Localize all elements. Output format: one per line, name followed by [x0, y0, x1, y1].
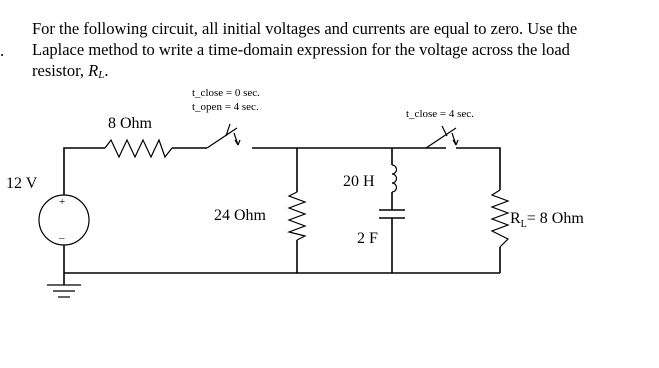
load-resistor [492, 190, 508, 247]
capacitor [379, 210, 405, 218]
inductor [392, 165, 397, 192]
voltage-source [39, 195, 89, 245]
switch-2 [426, 126, 458, 148]
question-bullet: . [0, 41, 5, 60]
resistor-8-ohm [105, 140, 172, 157]
switch-2-close-label: t_close = 4 sec. [406, 108, 474, 120]
source-plus-sign: + [59, 196, 66, 208]
rl-symbol: R [88, 61, 99, 80]
inductor-label: 20 H [343, 173, 375, 190]
switch-1-close-label: t_close = 0 sec. [192, 87, 260, 99]
load-resistor-label [510, 210, 584, 230]
circuit-wires [64, 148, 500, 285]
switch-1 [207, 124, 240, 148]
switch-1-open-label: t_open = 4 sec. [192, 101, 259, 113]
resistor-24-ohm-label: 24 Ohm [214, 207, 266, 224]
load-subscript: L [520, 219, 527, 230]
ground-icon [47, 285, 81, 297]
question-line-3: resistor, RL. [32, 61, 109, 81]
resistor-24-ohm [289, 192, 305, 240]
rl-subscript: L [98, 69, 105, 81]
source-minus-sign: – [59, 232, 65, 244]
question-line-2: Laplace method to write a time-domain expression for the voltage across the load [32, 40, 570, 59]
question-line-1: For the following circuit, all initial voltages and currents are equal to zero. Use the [32, 19, 578, 38]
resistor-8-ohm-label: 8 Ohm [108, 115, 152, 132]
load-value: = 8 Ohm [526, 210, 584, 227]
load-symbol: R [510, 210, 521, 227]
voltage-source-label: 12 V [6, 175, 38, 192]
capacitor-label: 2 F [357, 230, 378, 247]
